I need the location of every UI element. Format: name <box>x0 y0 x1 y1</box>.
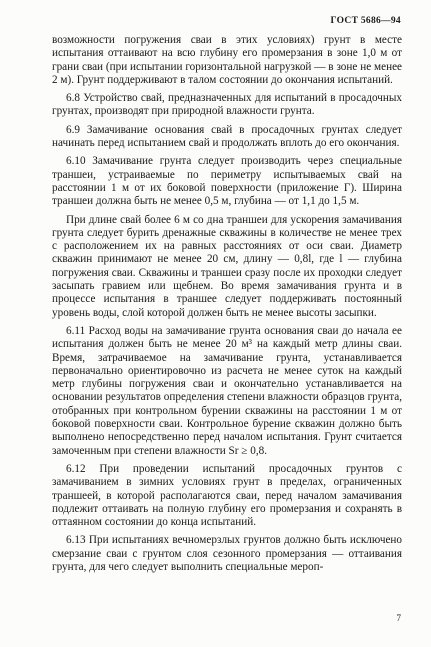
paragraph-6-13: 6.13 При испытаниях вечномерзлых грунтов должно быть исключено смерзание сваи с грунтом слоя сезонного промерзания — оттаивания грунта, для чего следует выполнить специальные мероп- <box>52 534 402 573</box>
paragraph-6-10: 6.10 Замачивание грунта следует производить через специальные траншеи, устраиваемые по периметру испытываемых свай на расстоянии 1 м от их боковой поверхности (приложение Г). Ширина траншеи должна быть не менее 0,5 м, глубина — от 1,1 до 1,5 м. <box>52 155 402 208</box>
paragraph-continuation: возможности погружения сваи в этих условиях) грунт в месте испытания оттаивают на всю глубину его промерзания в зоне 1,0 м от грани сваи (при испытании горизонтальной нагрузкой — в зоне не менее 2 м). Грунт поддерживают в талом состоянии до окончания испытаний. <box>52 34 402 86</box>
paragraph-6-10-continued: При длине свай более 6 м со дна траншеи для ускорения замачивания грунта следует бурить дренажные скважины в количестве не менее трех с расположением их на равных расстояниях от оси сваи. Диаметр скважин принимают не менее 20 см, длину — 0,8l, где l — глубина погружения сваи. Скважины и траншеи сразу после их проходки следует засыпать гравием или щебнем. Во время замачивания грунта и в процессе испытания в траншее следует поддерживать постоянный уровень воды, слой которой должен быть не менее высоты засыпки. <box>52 213 402 319</box>
body-text <box>52 34 402 574</box>
paragraph-6-8: 6.8 Устройство свай, предназначенных для испытаний в просадочных грунтах, производят при природной влажности грунта. <box>52 92 402 118</box>
document-code-header: ГОСТ 5686—94 <box>330 16 401 26</box>
paragraph-6-11: 6.11 Расход воды на замачивание грунта основания сваи до начала ее испытания должен быть не менее 20 м³ на каждый метр длины сваи. Время, затрачиваемое на замачивание грунта, устанавливается первоначально ориентировочно из расчета не менее суток на каждый метр глубины погружения сваи и окончательно устанавливается на основании результатов определения степени влажности образцов грунта, отобранных при контрольном бурении скважины на расстоянии 1 м от боковой поверхности сваи. Контрольное бурение скважин должно быть выполнено непосредственно перед началом испытания. Грунт считается замоченным при степени влажности Sr ≥ 0,8. <box>52 324 402 457</box>
paragraph-6-9: 6.9 Замачивание основания свай в просадочных грунтах следует начинать перед испытанием свай и продолжать вплоть до его окончания. <box>52 123 402 150</box>
page-number: 7 <box>396 613 401 623</box>
paragraph-6-12: 6.12 При проведении испытаний просадочных грунтов с замачиванием в зимних условиях грунт в пределах, ограниченных траншеей, в которой располагаются сваи, перед началом замачивания подлежит оттаивать на полную глубину его промерзания и сохранять в оттаянном состоянии до конца испытаний. <box>52 462 402 529</box>
